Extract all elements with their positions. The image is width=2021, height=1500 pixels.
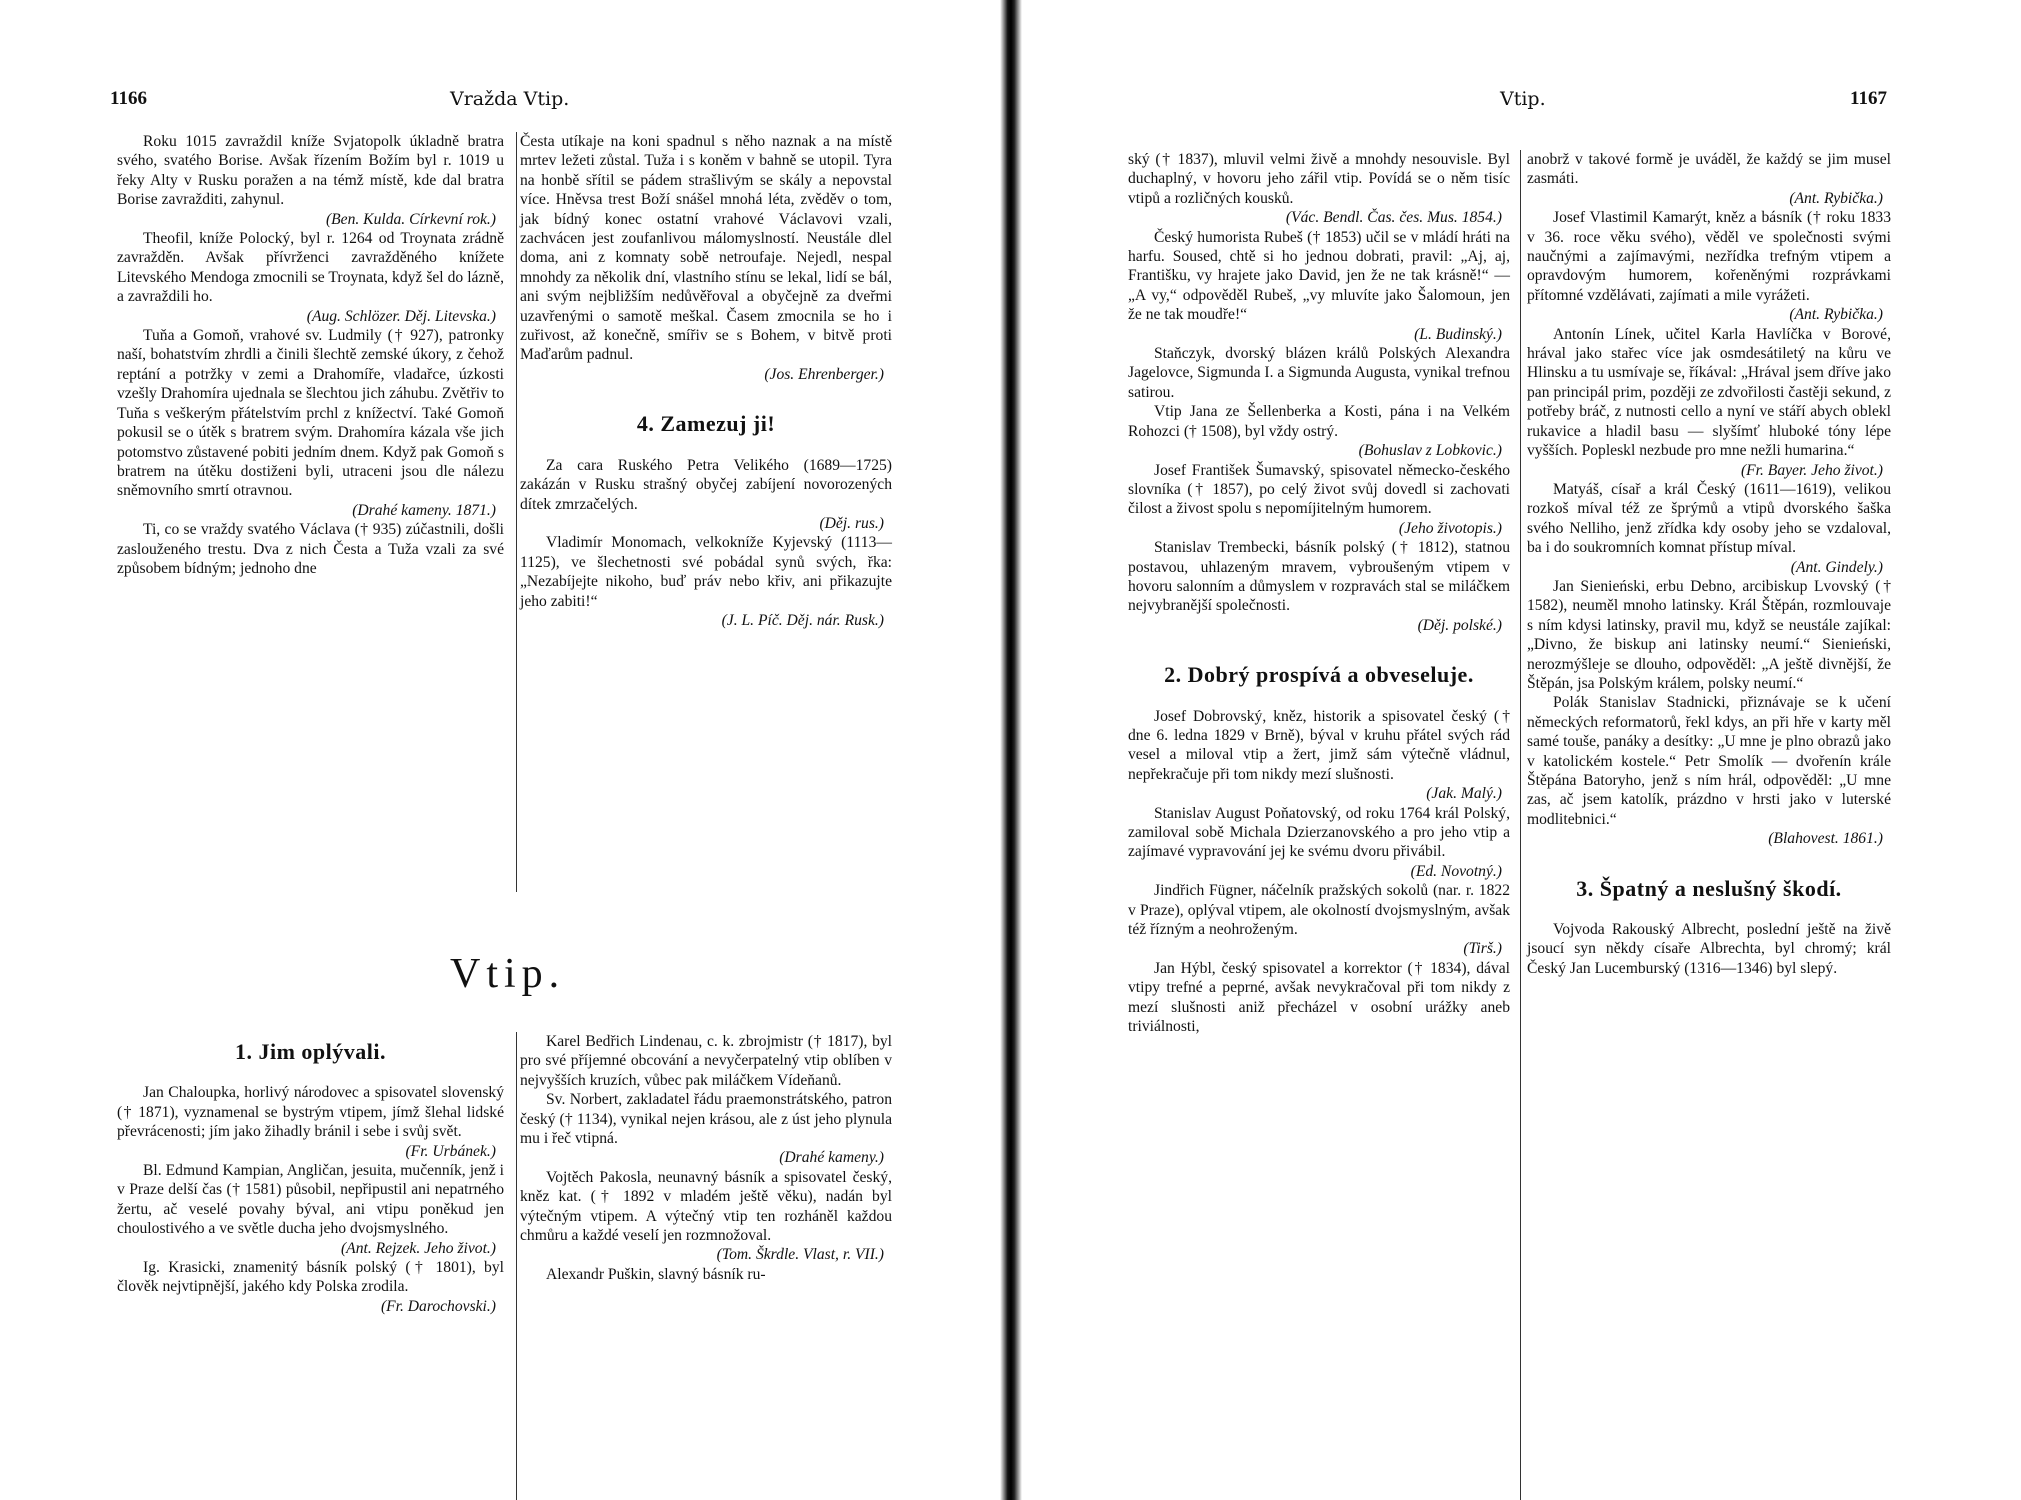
paragraph: Josef Vlastimil Kamarýt, kněz a básník († roku 1833 v 36. roce věku svého), věděl ve společnosti svými naučnými a zajímavými, nezřídka trefným vtipem a opravdovým humorem, kořeněnými rozprávkami přítomné vzdělávati, zajímati a mile vyrážeti. [1527, 209, 1891, 304]
paragraph: Jindřich Fügner, náčelník pražských sokolů (nar. r. 1822 v Praze), oplýval vtipem, ale okolností dvojsmyslným, avšak též řízným a neohroženým. [1128, 882, 1510, 939]
citation: (Děj. polské.) [1417, 616, 1502, 634]
paragraph: Stanislav August Poňatovský, od roku 1764 král Polský, zamiloval sobě Michala Dzierzanovského a pro jeho vtip a zajímavé vypravování jej ke svému dvoru přivábil. [1128, 804, 1510, 861]
citation: (Tirš.) [1463, 940, 1502, 958]
citation: (Fr. Darochovski.) [380, 1297, 496, 1315]
citation: (Drahé kameny.) [779, 1149, 884, 1167]
left-column-2 [520, 132, 892, 630]
running-head-left: Vražda Vtip. [450, 88, 570, 110]
citation: (Ben. Kulda. Církevní rok.) [325, 210, 496, 228]
citation: (Fr. Bayer. Jeho život.) [1740, 461, 1883, 479]
paragraph: Jan Sienieński, erbu Debno, arcibiskup Lvovský († 1582), neuměl mnoho latinsky. Král Štěpán, rozmlouvaje s ním kdysi latinsky, pravil mu, když se neustále zajíkal: „Divno, že biskup ani latinsky neumí.“ Sienieński, nerozmýšleje se dlouho, odpověděl: „A ještě divnější, že Štěpán, jsa Polským králem, polsky neumí.“ [1527, 577, 1891, 692]
paragraph: anobrž v takové formě je uváděl, že každý se jim musel zasmáti. [1527, 151, 1891, 188]
paragraph: Stanislav Trembecki, básník polský († 1812), statnou postavou, uhlazeným mravem, vybroušeným vtipem v hovoru salonním a důmyslem v rozpravách stal se miláčkem nejvybranější společnosti. [1128, 539, 1510, 615]
paragraph: Ti, co se vraždy svatého Václava († 935) zúčastnili, došli zaslouženého trestu. Dva z nich Česta a Tuža vzali za své způsobem bídným; jednoho dne [117, 521, 504, 577]
paragraph: Český humorista Rubeš († 1853) učil se v mládí hráti na harfu. Soused, chtě si ho jednou dobrati, pravil: „Aj, aj, Františku, vy hrajete jako David, jen že ne tak krásně!“ — „A vy,“ odpověděl Rubeš, „vy mluvíte jako Šalomoun, jen že ne tak moudře!“ [1128, 228, 1510, 324]
right-column-1 [1128, 150, 1510, 1036]
section-heading: 2. Dobrý prospívá a obveseluje. [1164, 662, 1474, 688]
paragraph: Za cara Ruského Petra Velikého (1689—1725) zakázán v Rusku strašný obyčej zabíjení novorozených dítek zmrzačelých. [520, 456, 892, 513]
paragraph: Sv. Norbert, zakladatel řádu praemonstrátského, patron český († 1134), vynikal nejen krásou, ale z úst jeho plynula mu i řeč vtipná. [520, 1091, 892, 1148]
citation: (Drahé kameny. 1871.) [352, 501, 496, 519]
paragraph: Staňczyk, dvorský blázen králů Polských Alexandra Jagelovce, Sigmunda I. a Sigmunda Augusta, vynikal trefnou satirou. [1128, 345, 1510, 401]
paragraph: Josef Dobrovský, kněz, historik a spisovatel český († dne 6. ledna 1829 v Brně), býval v kruhu přátel svých rád vesel a miloval vtip a žert, jimž sám výtečně vládnul, nepřekračuje při tom nikdy mezí slušnosti. [1128, 707, 1510, 783]
section-heading: 4. Zamezuj ji! [636, 411, 776, 437]
running-head-right: Vtip. [1500, 88, 1546, 110]
right-column-2 [1527, 150, 1891, 978]
paragraph: Ig. Krasicki, znamenitý básník polský († 1801), byl člověk nejvtipnější, jakého kdy Polska zrodila. [117, 1259, 504, 1296]
citation: (Ant. Gindely.) [1790, 558, 1883, 576]
column-rule-lower [516, 1032, 517, 1500]
column-rule [516, 132, 517, 892]
paragraph: Jan Chaloupka, horlivý národovec a spisovatel slovenský († 1871), vyznamenal se bystrým vtipem, jímž šlehal lidské převrácenosti; jím jako žihadly bránil i sebe i svůj svět. [117, 1084, 504, 1141]
paragraph: Česta utíkaje na koni spadnul s něho naznak a na místě mrtev ležeti zůstal. Tuža i s koněm v bahně se utopil. Tyra na honbě sřítil se pádem strašlivým se skály a nepovstal více. Hněvsa trest Boží snášel mnohá léta, zvěděv o tom, jak bídný konec ostatní vrahové Václavovi vzali, zachvácen jest zoufanlivou málomyslností. Neustále dlel doma, ani z komnaty sobě netroufaje. Nejedl, nespal mnohdy za několik dní, vlastního stínu se lekal, lidí se bál, ani svým nejbližším nedůvěřoval a obyčejně za dveřmi uzavřenými o samotě meškal. Časem zmocnila se ho i zuřivost, až konečně, smířiv se s Bohem, v bitvě proti Maďarům padnul. [520, 133, 892, 364]
section-heading: 1. Jim oplývali. [234, 1039, 386, 1064]
paragraph: ský († 1837), mluvil velmi živě a mnohdy nesouvisle. Byl duchaplný, v hovoru jeho zářil vtip. Povídá se o něm tisíc vtipů a rozličných kousků. [1128, 151, 1510, 207]
citation: (J. L. Píč. Děj. nár. Rusk.) [721, 611, 884, 629]
citation: (Ant. Rejzek. Jeho život.) [340, 1239, 496, 1257]
citation: (Aug. Schlözer. Děj. Litevska.) [306, 307, 496, 325]
left-column-1 [117, 132, 504, 578]
column-rule-right [1520, 150, 1521, 1500]
citation: (Ed. Novotný.) [1410, 862, 1502, 880]
citation: (L. Budinský.) [1414, 325, 1502, 343]
citation: (Tom. Škrdle. Vlast, r. VII.) [716, 1246, 884, 1264]
citation: (Ant. Rybička.) [1789, 306, 1883, 324]
paragraph: Karel Bedřich Lindenau, c. k. zbrojmistr († 1817), byl pro své příjemné obcování a nevyčerpatelný vtip oblíben v nejvyšších kruzích, vůbec pak miláčkem Vídeňanů. [520, 1033, 892, 1089]
paragraph: Vtip Jana ze Šellenberka a Kosti, pána i na Velkém Rohozci († 1508), byl vždy ostrý. [1128, 403, 1510, 440]
citation: (Vác. Bendl. Čas. čes. Mus. 1854.) [1285, 209, 1502, 227]
paragraph: Vladimír Monomach, velkokníže Kyjevský (1113—1125), ve šlechetnosti své pobádal synů svých, řka: „Nezabíjejte nikoho, buď práv nebo křiv, ani přikazujte jeho zabiti!“ [520, 534, 892, 610]
paragraph: Alexandr Puškin, slavný básník ru- [546, 1265, 766, 1283]
paragraph: Roku 1015 zavraždil kníže Svjatopolk úkladně bratra svého, svatého Borise. Avšak řízením Božím byl r. 1019 u řeky Alty v Rusku poražen a na témž místě, kde dal bratra Borise zavražditi, zahynul. [117, 133, 504, 209]
paragraph: Polák Stanislav Stadnicki, přiznávaje se k učení německých reformatorů, řekl kdys, an při hře v karty měl samé touše, panáky a desítky: „U mne je plno obrazů jako v katolickém kostele.“ Petr Smolík — dvořenín krále Štěpána Batoryho, jenž s ním hrál, odpověděl: „U mne zas, ač jsem katolík, prázdno v hrsti jako v luterské modlitebnici.“ [1527, 694, 1891, 828]
section-heading: 3. Špatný a neslušný škodí. [1576, 875, 1842, 901]
citation: (Jos. Ehrenberger.) [764, 365, 884, 383]
paragraph: Tuňa a Gomoň, vrahové sv. Ludmily († 927), patronky naší, bohatstvím zhrdli a činili šlechtě zemské úkory, z čehož reptání a potržky v zemi a Drahomíře, vladařce, úzkosti vzešly Drahomíra ujednala se šlechtou jich záhubu. Zvětřiv to Tuňa s veškerým přátelstvím prchl z knížectví. Také Gomoň pokusil se o útěk s bratrem svým. Drahomíra kázala vše jich potomstvo zůstavené pobiti jedním dnem. Když pak Gomoň s bratrem na útěku dostiženi byli, utraceni jsou dle nálezu sněmovního smrtí otravnou. [117, 327, 504, 500]
paragraph: Vojtěch Pakosla, neunavný básník a spisovatel český, kněz kat. († 1892 v mladém ještě věku), nadán byl výtečným vtipem. A výtečný vtip ten rozháněl každou chmůru a každé veselí jen rozmnožoval. [520, 1168, 892, 1245]
right-page [1000, 0, 2021, 1500]
left-column-4 [520, 1032, 892, 1284]
paragraph: Matyáš, císař a král Český (1611—1619), velikou rozkoš míval též ze šprýmů a vtipů dvorského šaška svého Nelliho, jenž zřídka kdy osoby jeho se vzdaloval, ba i do soukromních komnat přístup míval. [1527, 480, 1891, 557]
paragraph: Theofil, kníže Polocký, byl r. 1264 od Troynata zrádně zavražděn. Avšak přívrženci zavražděného knížete Litevského Mendoga zmocnili se Troynata, když šel do lázně, a zavraždili ho. [117, 230, 504, 306]
paragraph: Antonín Línek, učitel Karla Havlíčka v Borové, hrával jako stařec více jak osmdesátiletý na kůru ve Hlinsku a tu usmívaje se, říkával: „Hrával jsem dříve jako pan principál prim, později ze zdvořilosti častěji sekund, z potřeby bráč, z nutnosti cello a nyní ve stáří abych oblekl rukavice a hladil basu — slyšímť hluboké tóny lépe vyšších. Popleskl nezbude pro mne nežli humarina.“ [1527, 325, 1891, 460]
paragraph: Bl. Edmund Kampian, Angličan, jesuita, mučenník, jenž i v Praze delší čas († 1581) působil, nepřipustil ani nepatrného žertu, ač veselé povahy býval, ani vtipu poněkud jen choulostivého a ve světle ducha jeho dvojsmyslného. [117, 1162, 504, 1238]
paragraph: Jan Hýbl, český spisovatel a korrektor († 1834), dával vtipy trefné a peprné, avšak nevykračoval při tom nikdy z mezí slušnosti aniž přecházel v osobní urážky aneb triviálnosti, [1128, 959, 1510, 1036]
citation: (Fr. Urbánek.) [405, 1142, 496, 1160]
left-column-3 [117, 1012, 504, 1316]
citation: (Blahovest. 1861.) [1768, 830, 1883, 848]
page-number-right: 1167 [1850, 88, 1887, 109]
citation: (Děj. rus.) [819, 514, 884, 532]
citation: (Jak. Malý.) [1426, 785, 1502, 803]
paragraph: Josef František Šumavský, spisovatel německo-českého slovníka († 1857), po celý život svůj dovedl si zachovati čilost a živost spolu s nepomíjitelným humorem. [1128, 461, 1510, 518]
paragraph: Vojvoda Rakouský Albrecht, poslední ještě na živě jsoucí syn někdy císaře Albrechta, byl chromý; král Český Jan Lucemburský (1316—1346) byl slepý. [1527, 921, 1891, 977]
citation: (Bohuslav z Lobkovic.) [1358, 442, 1502, 460]
section-title: Vtip. [450, 951, 566, 997]
citation: (Jeho životopis.) [1398, 519, 1502, 537]
page-number-left: 1166 [110, 88, 147, 109]
citation: (Ant. Rybička.) [1789, 189, 1883, 207]
left-page [0, 0, 1000, 1500]
